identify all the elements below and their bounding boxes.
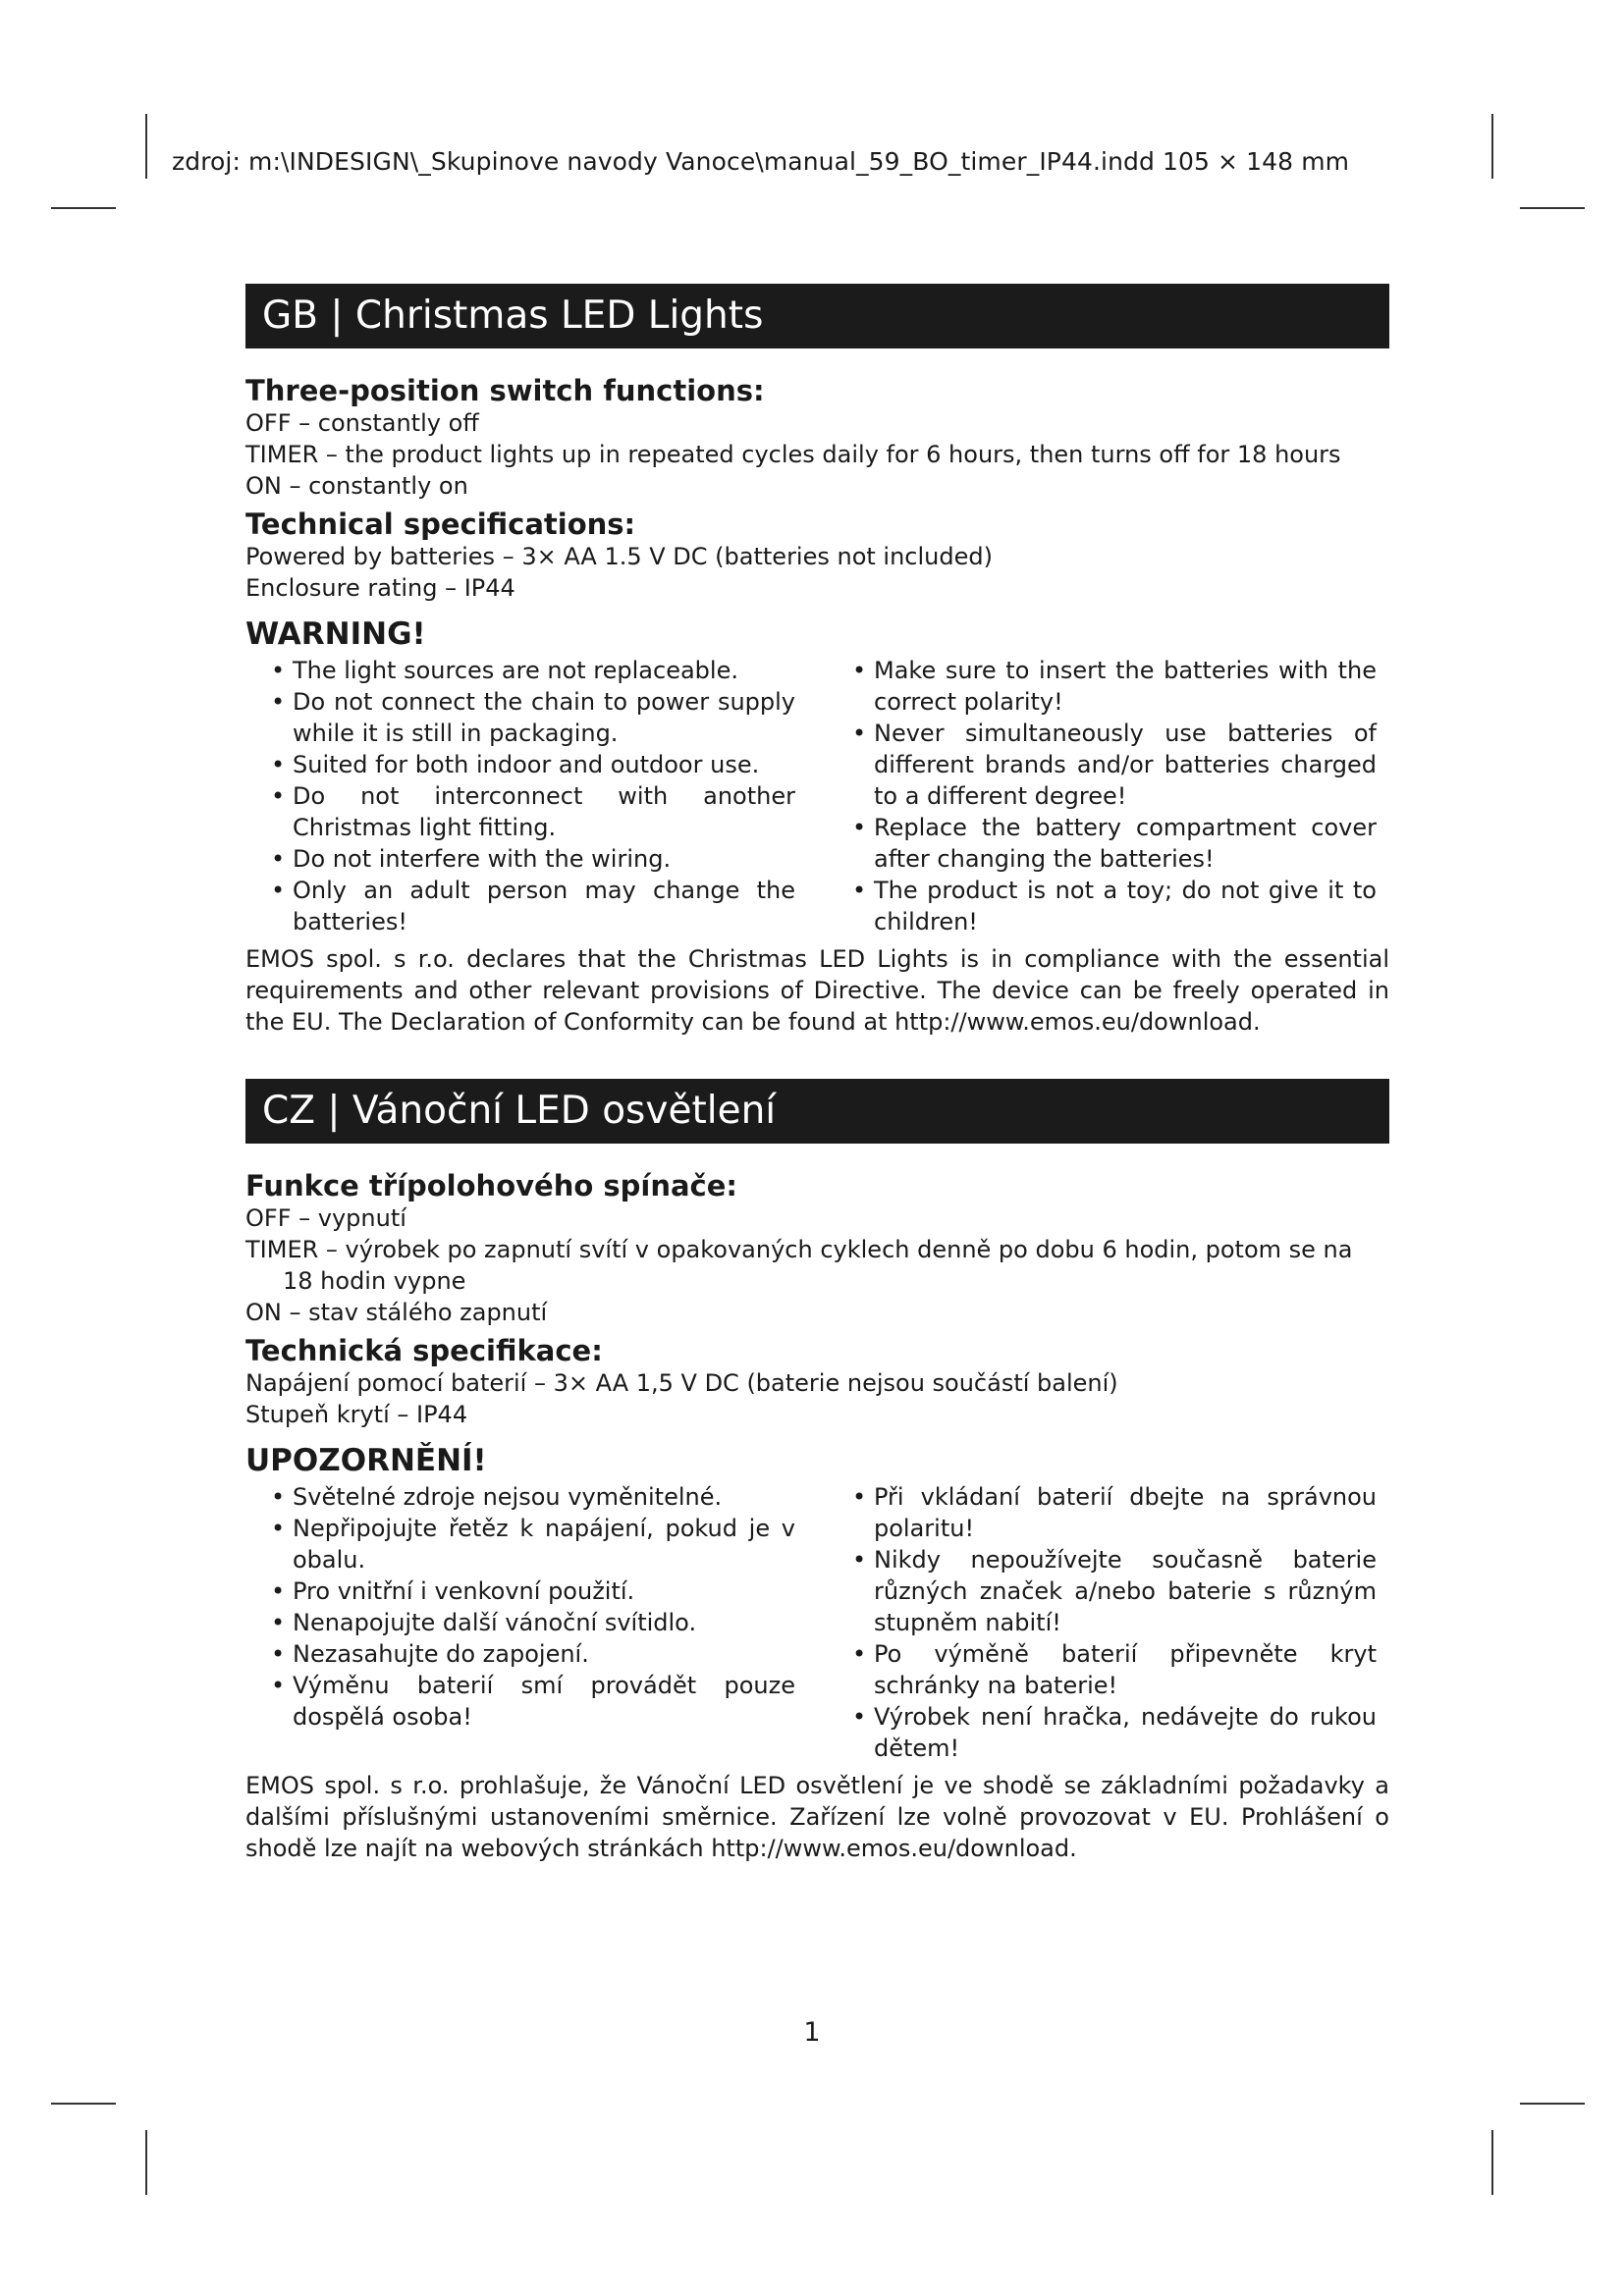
gb-warnings [245,655,1389,937]
gb-switch-off: OFF – constantly off [245,409,479,437]
list-item: • Pro vnitřní i venkovní použití. [245,1575,795,1607]
cz-tech-heading: Technická specifikace: [245,1334,603,1367]
list-item: • Do not connect the chain to power supply while it is still in packaging. [245,686,795,749]
list-item: • The light sources are not replaceable. [245,655,795,686]
list-item: • Make sure to insert the batteries with the correct polarity! [827,655,1377,718]
list-item: • Nenapojujte další vánoční svítidlo. [245,1607,795,1638]
crop-mark-bottom-right [1491,2130,1493,2195]
list-item: • Při vkládaní baterií dbejte na správnou polaritu! [827,1481,1377,1544]
cz-switch-timer: TIMER – výrobek po zapnutí svítí v opakovaných cyklech denně po dobu 6 hodin, potom se na [245,1236,1353,1263]
gb-switch-timer: TIMER – the product lights up in repeated cycles daily for 6 hours, then turns off for 18 hours [245,441,1341,468]
cz-warning-heading: UPOZORNĚNÍ! [245,1443,487,1478]
cz-tech-power: Napájení pomocí baterií – 3× AA 1,5 V DC (baterie nejsou součástí balení) [245,1369,1118,1397]
cz-tech-ip: Stupeň krytí – IP44 [245,1401,468,1428]
crop-mark-top-left [51,207,116,209]
gb-switch-heading: Three-position switch functions: [245,374,765,407]
source-file-path: zdroj: m:\INDESIGN\_Skupinove navody Vanoce\manual_59_BO_timer_IP44.indd 105 × 148 mm [172,147,1350,176]
gb-banner: GB | Christmas LED Lights [245,284,1389,348]
cz-switch-timer-cont: 18 hodin vypne [283,1267,466,1295]
gb-declaration: EMOS spol. s r.o. declares that the Christmas LED Lights is in compliance with the essential requirements and other relevant provisions of Directive. The device can be freely operated in the EU. The Declaration of Conformity can be found at http://www.emos.eu/download. [245,945,1389,1036]
crop-mark-bottom-right [1520,2103,1585,2105]
gb-tech-ip: Enclosure rating – IP44 [245,574,515,602]
list-item: • The product is not a toy; do not give it to children! [827,875,1377,937]
gb-warnings-left [245,655,795,937]
gb-tech-heading: Technical specifications: [245,507,636,541]
crop-mark-top-right [1520,207,1585,209]
gb-section [245,284,1389,1038]
gb-warning-heading: WARNING! [245,616,426,652]
list-item: • Nikdy nepoužívejte současně baterie různých značek a/nebo baterie s různým stupněm nabití! [827,1544,1377,1638]
list-item: • Never simultaneously use batteries of different brands and/or batteries charged to a different degree! [827,718,1377,812]
crop-mark-top-left [145,114,147,179]
crop-mark-top-right [1491,114,1493,179]
list-item: • Nepřipojujte řetěz k napájení, pokud je v obalu. [245,1513,795,1575]
list-item: • Výrobek není hračka, nedávejte do rukou dětem! [827,1701,1377,1764]
list-item: • Replace the battery compartment cover after changing the batteries! [827,812,1377,875]
cz-warnings [245,1481,1389,1764]
cz-switch-on: ON – stav stálého zapnutí [245,1299,548,1326]
list-item: • Suited for both indoor and outdoor use. [245,749,795,780]
list-item: • Výměnu baterií smí provádět pouze dospělá osoba! [245,1670,795,1733]
list-item: • Nezasahujte do zapojení. [245,1638,795,1670]
list-item: • Světelné zdroje nejsou vyměnitelné. [245,1481,795,1513]
crop-mark-bottom-left [145,2130,147,2195]
gb-tech-power: Powered by batteries – 3× AA 1.5 V DC (batteries not included) [245,543,993,570]
cz-warnings-left [245,1481,795,1764]
cz-warnings-right [827,1481,1377,1764]
cz-switch-heading: Funkce třípolohového spínače: [245,1169,737,1202]
page-number: 1 [803,2017,821,2048]
list-item: • Do not interconnect with another Christmas light fitting. [245,780,795,843]
gb-warnings-right [827,655,1377,937]
list-item: • Po výměně baterií připevněte kryt schránky na baterie! [827,1638,1377,1701]
cz-section [245,1079,1389,1864]
crop-mark-bottom-left [51,2103,116,2105]
gb-switch-on: ON – constantly on [245,472,468,500]
cz-switch-off: OFF – vypnutí [245,1204,406,1232]
cz-declaration: EMOS spol. s r.o. prohlašuje, že Vánoční LED osvětlení je ve shodě se základními požadavky a dalšími příslušnými ustanoveními směrnice. Zařízení lze volně provozovat v EU. Prohlášení o shodě lze najít na webových stránkách http://www.emos.eu/download. [245,1772,1389,1862]
list-item: • Do not interfere with the wiring. [245,843,795,875]
cz-banner: CZ | Vánoční LED osvětlení [245,1079,1389,1144]
list-item: • Only an adult person may change the batteries! [245,875,795,937]
